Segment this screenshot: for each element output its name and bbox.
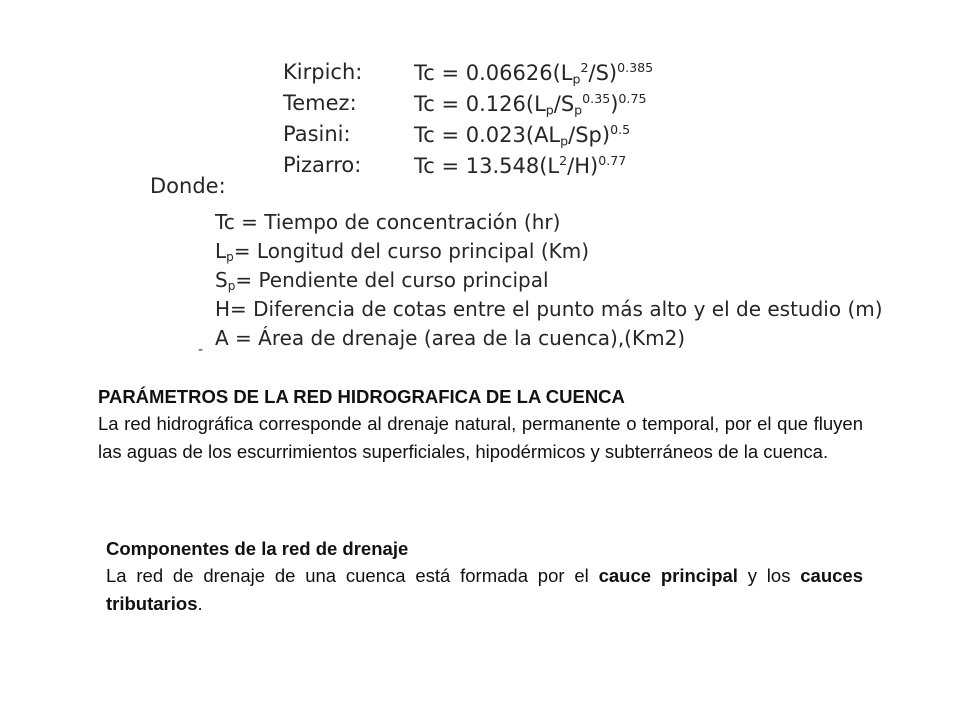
formula-pasini: $Tc = 0.023(AL_p/Sp)^{0.5}$	[414, 122, 631, 149]
formula-kirpich: $Tc = 0.06626(L_p^2/S)^{0.385}$	[414, 60, 654, 87]
definition-h: H= Diferencia de cotas entre el punto más alto y el de estudio (m)	[215, 297, 883, 321]
section-heading: PARÁMETROS DE LA RED HIDROGRAFICA DE LA CUENCA	[98, 386, 625, 407]
section-componentes	[106, 535, 863, 618]
definition-sp: $S_p=$ Pendiente del curso principal	[215, 268, 549, 293]
formula-image	[150, 0, 890, 360]
section-red-hidrografica	[98, 383, 863, 466]
formula-name-kirpich: Kirpich:	[283, 60, 363, 84]
tick-mark: -	[198, 342, 204, 358]
section-heading: Componentes de la red de drenaje	[106, 538, 409, 559]
definition-lp: $L_p=$ Longitud del curso principal (Km)	[215, 239, 590, 264]
bold-cauce-principal: cauce principal	[598, 565, 738, 586]
formula-name-pasini: Pasini:	[283, 122, 351, 146]
section-paragraph: La red hidrográfica corresponde al drenaje natural, permanente o temporal, por el que fluyen las aguas de los escurrimientos superficiales, hipodérmicos y subterráneos de la cuenca.	[98, 413, 863, 462]
definition-a: A = Área de drenaje (area de la cuenca),(Km2)	[215, 326, 686, 350]
formula-name-pizarro: Pizarro:	[283, 153, 362, 177]
bold-cauces-tributarios: cauces tributarios	[106, 565, 864, 614]
section-paragraph: La red de drenaje de una cuenca está formada por el cauce principal y los cauces tributarios.	[106, 565, 864, 614]
formula-name-temez: Temez:	[283, 91, 357, 115]
definition-tc: Tc = Tiempo de concentración (hr)	[215, 210, 561, 234]
formula-pizarro: $Tc = 13.548(L^2/H)^{0.77}$	[414, 153, 627, 179]
formula-temez: $Tc = 0.126(L_p/S_p^{0.35})^{0.75}$	[414, 91, 647, 118]
donde-label: Donde:	[150, 174, 226, 198]
